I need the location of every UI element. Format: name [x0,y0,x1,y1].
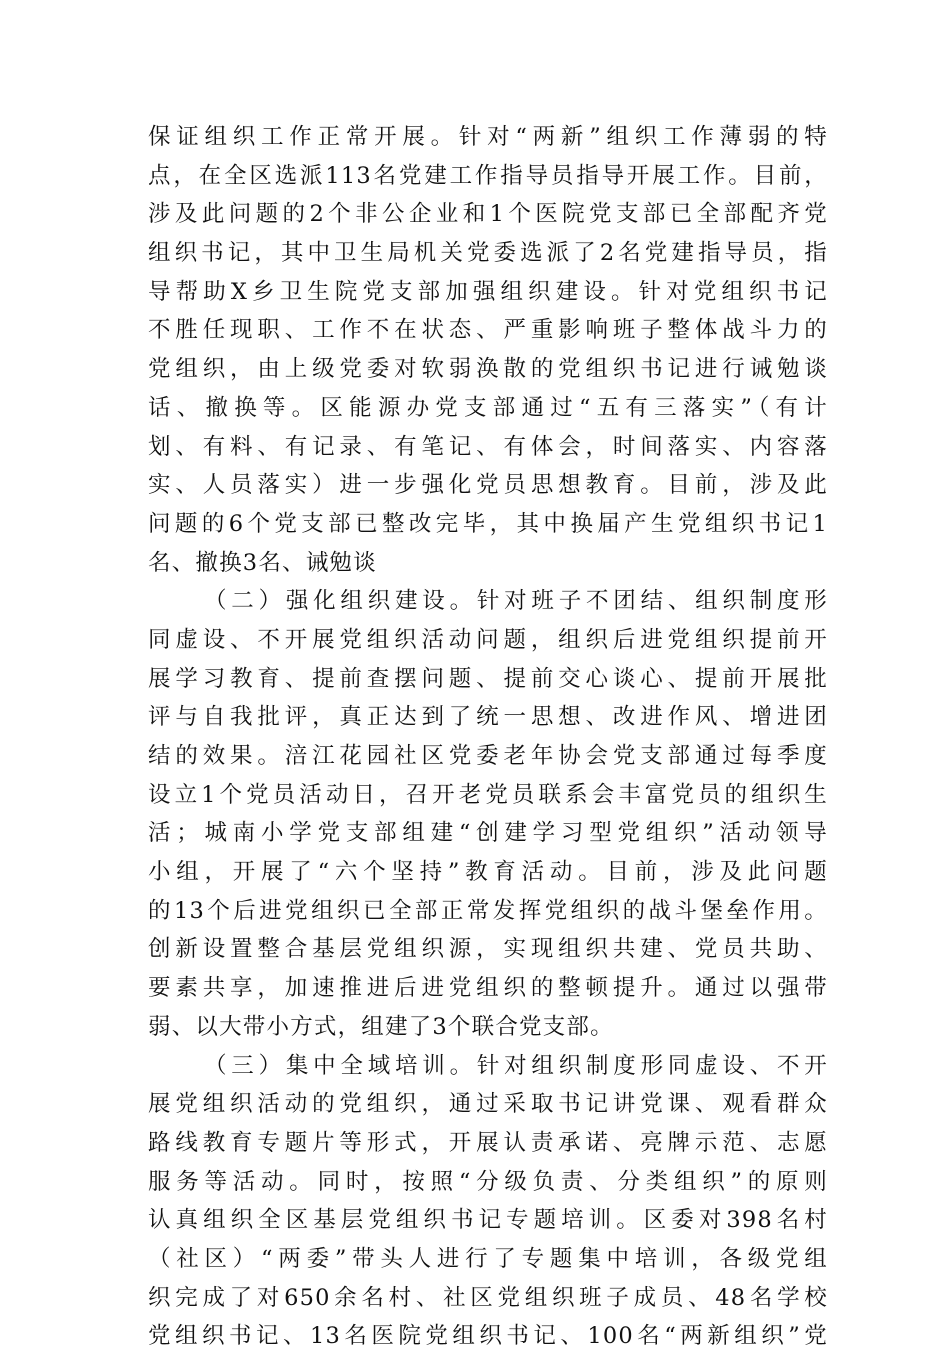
text-line: 划、有料、有记录、有笔记、有体会，时间落实、内容落 [148,433,828,460]
text-line: 结的效果。涪江花园社区党委老年协会党支部通过每季度 [148,743,828,769]
text-line: 问题的6个党支部已整改完毕，其中换届产生党组织书记1 [148,510,828,537]
text-line: 同虚设、不开展党组织活动问题，组织后进党组织提前开 [148,626,828,653]
text-line: （三）集中全域培训。针对组织制度形同虚设、不开 [204,1052,828,1079]
text-line: 评与自我批评，真正达到了统一思想、改进作风、增进团 [148,704,828,731]
text-line: 点，在全区选派113名党建工作指导员指导开展工作。目前， [148,162,828,189]
text-line: （社区）“两委”带头人进行了专题集中培训，各级党组 [148,1245,828,1272]
text-line: 活；城南小学党支部组建“创建学习型党组织”活动领导 [148,820,828,847]
text-line: 不胜任现职、工作不在状态、严重影响班子整体战斗力的 [148,317,828,344]
text-line: 导帮助X乡卫生院党支部加强组织建设。针对党组织书记 [148,278,828,305]
text-line: 涉及此问题的2个非公企业和1个医院党支部已全部配齐党 [148,201,828,228]
text-line: 弱、以大带小方式，组建了3个联合党支部。 [148,1013,614,1040]
text-line: 展学习教育、提前查摆问题、提前交心谈心、提前开展批 [148,665,828,692]
text-line: 组织书记，其中卫生局机关党委选派了2名党建指导员，指 [148,240,828,267]
text-line: 的13个后进党组织已全部正常发挥党组织的战斗堡垒作用。 [148,897,828,924]
text-line: 服务等活动。同时，按照“分级负责、分类组织”的原则 [148,1168,828,1195]
text-line: 名、撤换3名、诫勉谈 [148,549,377,576]
document-body-text [148,118,828,1356]
text-line: 展党组织活动的党组织，通过采取书记讲党课、观看群众 [148,1091,828,1118]
text-line: 党组织，由上级党委对软弱涣散的党组织书记进行诫勉谈 [148,356,828,383]
text-line: 设立1个党员活动日，召开老党员联系会丰富党员的组织生 [148,781,828,808]
text-line: 保证组织工作正常开展。针对“两新”组织工作薄弱的特 [148,124,828,150]
text-line: 创新设置整合基层党组织源，实现组织共建、党员共助、 [148,936,828,963]
text-line: 织完成了对650余名村、社区党组织班子成员、48名学校 [148,1284,828,1311]
text-line: 实、人员落实）进一步强化党员思想教育。目前，涉及此 [148,472,828,499]
text-line: 要素共享，加速推进后进党组织的整顿提升。通过以强带 [148,975,828,1002]
text-line: 认真组织全区基层党组织书记专题培训。区委对398名村 [148,1207,828,1234]
text-line: （二）强化组织建设。针对班子不团结、组织制度形 [204,588,828,615]
text-line: 话、撤换等。区能源办党支部通过“五有三落实”（有计 [148,394,828,421]
text-line: 路线教育专题片等形式，开展认责承诺、亮牌示范、志愿 [148,1129,828,1156]
text-line: 党组织书记、13名医院党组织书记、100名“两新组织”党 [148,1323,828,1350]
text-line: 小组，开展了“六个坚持”教育活动。目前，涉及此问题 [148,859,828,886]
